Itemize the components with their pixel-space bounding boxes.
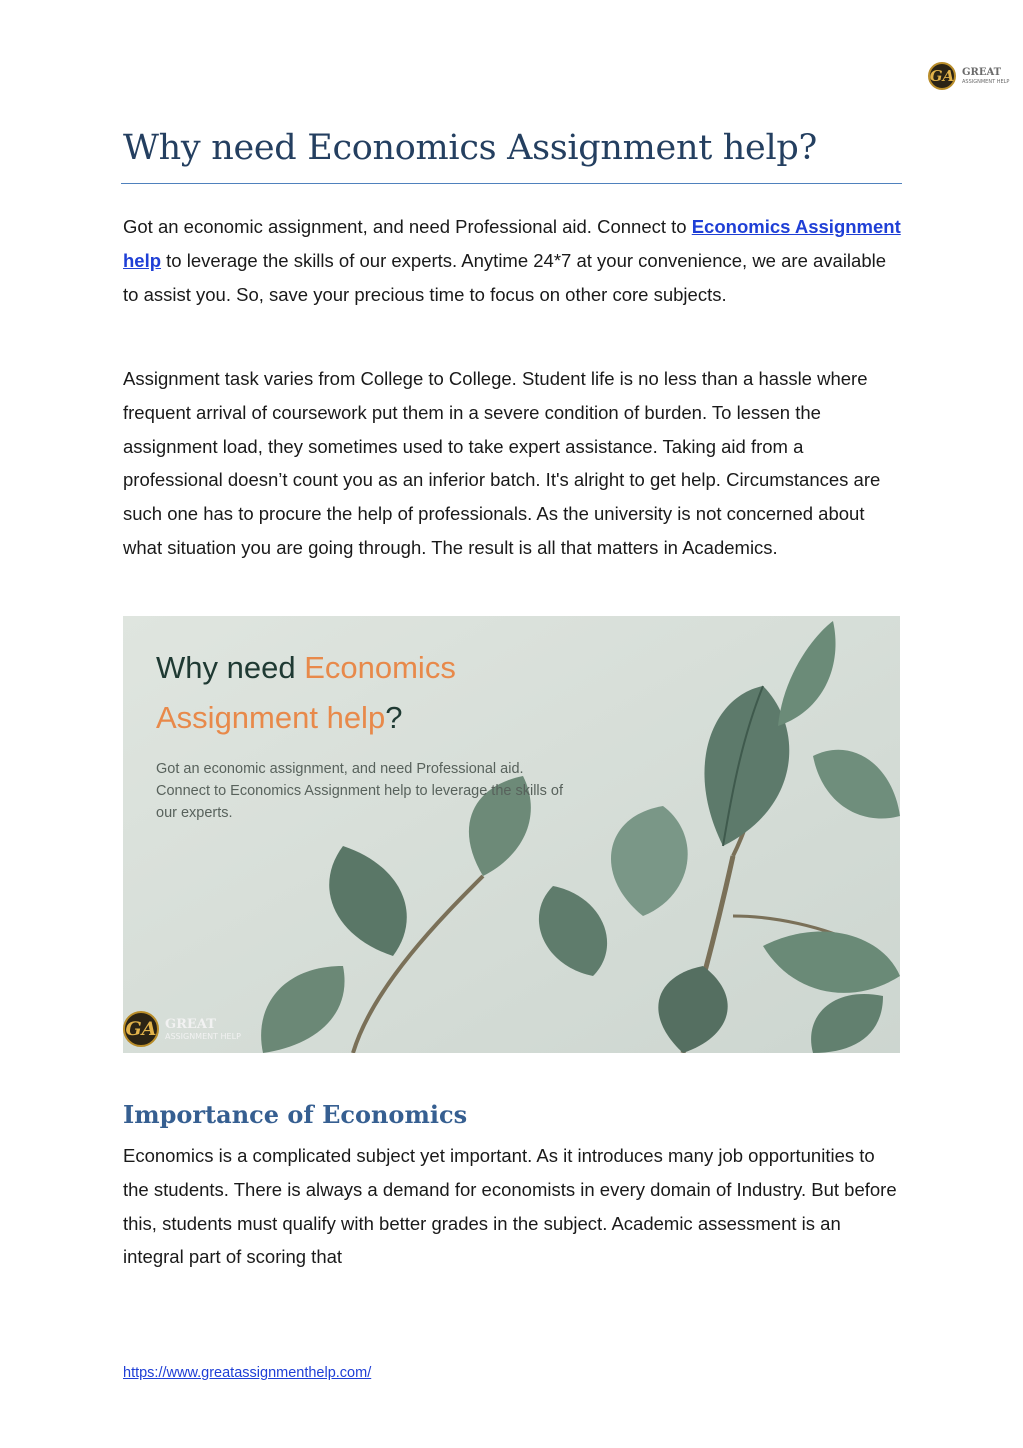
logo-line1: GREAT [962,66,1002,78]
title-underline [121,183,902,184]
logo-text [962,68,1009,85]
assignment-paragraph: Assignment task varies from College to College. Student life is no less than a hassle where frequent arrival of coursework put them in a severe condition of burden. To lessen the assignment load, they sometimes used to take expert assistance. Taking aid from a professional doesn’t count you as an inferior batch. It's alright to get help. Circumstances are such one has to procure the help of professionals. As the university is not concerned about what situation you are going through. The result is all that matters in Academics. [123,368,881,558]
banner-heading-dark: Why need [156,650,305,685]
banner-heading-question-mark: ? [385,700,403,735]
banner-heading-line1 [156,652,456,683]
section-heading: Importance of Economics [123,1100,468,1129]
intro-text-before-link: Got an economic assignment, and need Professional aid. Connect to [123,216,692,237]
company-logo [928,60,1020,92]
banner-body-text: Got an economic assignment, and need Professional aid. Connect to Economics Assignment help to leverage the skills of our experts. [156,761,564,821]
intro-paragraph [123,210,903,311]
economics-assignment-help-link[interactable]: Economics Assignment help [123,216,901,271]
banner-logo-line1: GREAT [165,1016,216,1032]
logo-line2: ASSIGNMENT HELP [962,78,1010,85]
banner-heading-orange-2: Assignment help [156,700,386,735]
banner-image [123,616,900,1053]
banner-logo-mark-icon: GA [123,1011,159,1047]
banner-heading-orange: Economics [304,650,456,685]
banner-logo-line2: ASSIGNMENT HELP [165,1031,241,1041]
banner-heading-line2 [156,702,402,733]
section-paragraph: Economics is a complicated subject yet important. As it introduces many job opportunities to the students. There is always a demand for economists in every domain of Industry. But before this, students must qualify with better grades in the subject. Academic assessment is an integral part of scoring that [123,1145,897,1268]
logo-mark-icon: GA [928,62,956,90]
intro-text-after-link: to leverage the skills of our experts. Anytime 24*7 at your convenience, we are available to assist you. So, save your precious time to focus on other core subjects. [123,249,887,305]
page-title: Why need Economics Assignment help? [123,128,817,168]
banner-logo-text [165,1018,241,1041]
banner-logo [123,1011,241,1047]
footer-url-link[interactable]: https://www.greatassignmenthelp.com/ [123,1365,372,1381]
